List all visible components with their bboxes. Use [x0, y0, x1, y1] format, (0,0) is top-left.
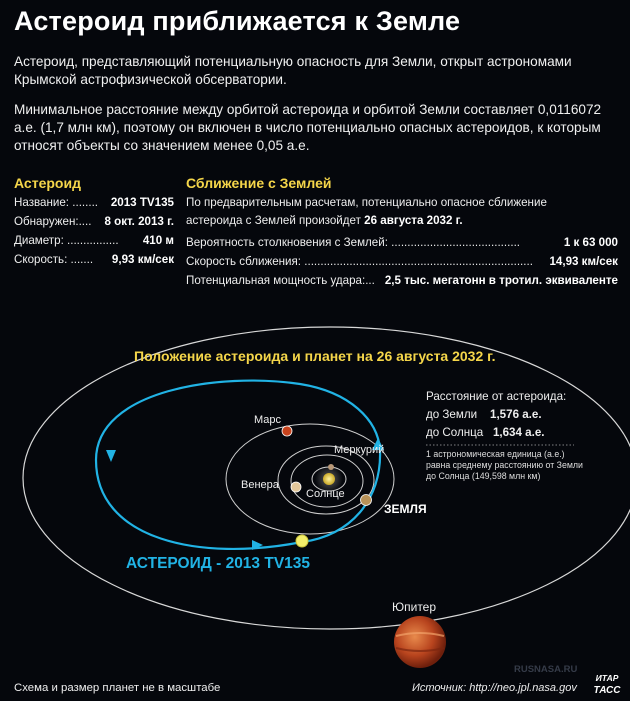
approach-row-power: [186, 274, 618, 293]
approach-info: [186, 196, 618, 293]
distance-earth-value: 1,576 а.е.: [490, 408, 542, 421]
svg-text:ИТАР: ИТАР: [595, 673, 619, 683]
asteroid-row-name: [14, 196, 174, 215]
approach-row-speed: [186, 255, 618, 274]
row-label: Обнаружен:....: [14, 215, 92, 228]
mercury-icon: [328, 464, 334, 470]
asteroid-heading: Астероид: [14, 175, 81, 191]
asteroid-row-discovered: [14, 215, 174, 234]
page-title: Астероид приближается к Земле: [14, 6, 461, 36]
row-value: 2013 TV135: [110, 196, 174, 209]
sun-icon: [323, 473, 335, 485]
svg-text:ТАСС: ТАСС: [593, 685, 621, 696]
au-note: 1 астрономическая единица (а.е.) равна среднему расстоянию от Земли до Солнца (149,598 млн км): [426, 449, 583, 481]
asteroid-row-diameter: [14, 234, 174, 253]
asteroid-row-speed: [14, 253, 174, 272]
orbit-diagram-title: Положение астероида и планет на 26 августа 2032 г.: [134, 348, 496, 364]
row-value: 1 к 63 000: [563, 236, 618, 249]
watermark: RUSNASA.RU: [514, 664, 578, 675]
row-value: 8 окт. 2013 г.: [104, 215, 174, 228]
approach-date: 26 августа 2032 г.: [364, 214, 463, 227]
venus-label: Венера: [241, 479, 279, 491]
row-label: Название: ........: [14, 196, 99, 209]
row-value: 9,93 км/сек: [111, 253, 174, 266]
distance-sun-value: 1,634 а.е.: [492, 426, 545, 439]
distance-heading: Расстояние от астероида:: [426, 390, 567, 403]
approach-heading: Сближение с Землей: [186, 175, 332, 191]
approach-text-line1: По предварительным расчетам, потенциально опасное сближение: [186, 196, 547, 209]
jupiter-label: Юпитер: [392, 600, 437, 614]
row-value: 14,93 км/сек: [549, 255, 618, 268]
distance-info: [426, 388, 566, 442]
row-value: 410 м: [142, 234, 174, 247]
mars-icon: [282, 426, 292, 436]
itar-tass-logo: [590, 670, 624, 698]
approach-text: астероида с Землей произойдет: [186, 214, 361, 227]
orbit-arrow-icon: [106, 450, 116, 462]
distance-earth: [426, 406, 566, 424]
distance-sun: [426, 424, 566, 442]
source-credit: Источник: http://neo.jpl.nasa.gov: [412, 682, 577, 694]
row-label: Потенциальная мощность удара:...: [186, 274, 375, 287]
distance-sun-label: до Солнца: [426, 426, 484, 439]
approach-row-probability: [186, 236, 618, 255]
venus-icon: [291, 482, 301, 492]
row-label: Скорость: .......: [14, 253, 94, 266]
asteroid-orbit: [96, 381, 380, 549]
row-label: Вероятность столкновения с Землей: ........................................: [186, 236, 521, 249]
mercury-label: Меркурий: [334, 444, 385, 456]
earth-label: ЗЕМЛЯ: [384, 502, 427, 516]
sun-label: Солнце: [306, 488, 345, 500]
mars-label: Марс: [254, 414, 282, 426]
footer-note: Схема и размер планет не в масштабе: [14, 682, 221, 694]
row-value: 2,5 тыс. мегатонн в тротил. эквиваленте: [384, 274, 618, 287]
row-label: Диаметр: ................: [14, 234, 119, 247]
distance-earth-label: до Земли: [426, 408, 478, 421]
row-label: Скорость сближения: .......................................................................: [186, 255, 533, 268]
asteroid-icon: [296, 535, 308, 547]
approach-text-line2: [186, 214, 618, 236]
intro-paragraph: Астероид, представляющий потенциальную опасность для Земли, открыт астрономами Крымской астрофизической обсерватории.: [14, 54, 572, 87]
earth-icon: [361, 495, 372, 506]
distance-paragraph: Минимальное расстояние между орбитой астероида и орбитой Земли составляет 0,0116072 а.е. (1,7 млн км), поэтому он включен в число потенциально опасных астероидов, к которым относят объекты со значением менее 0,05 а.е.: [14, 102, 602, 153]
asteroid-label: АСТЕРОИД - 2013 TV135: [126, 555, 311, 572]
asteroid-info: [14, 196, 174, 272]
jupiter-icon: [394, 616, 446, 668]
